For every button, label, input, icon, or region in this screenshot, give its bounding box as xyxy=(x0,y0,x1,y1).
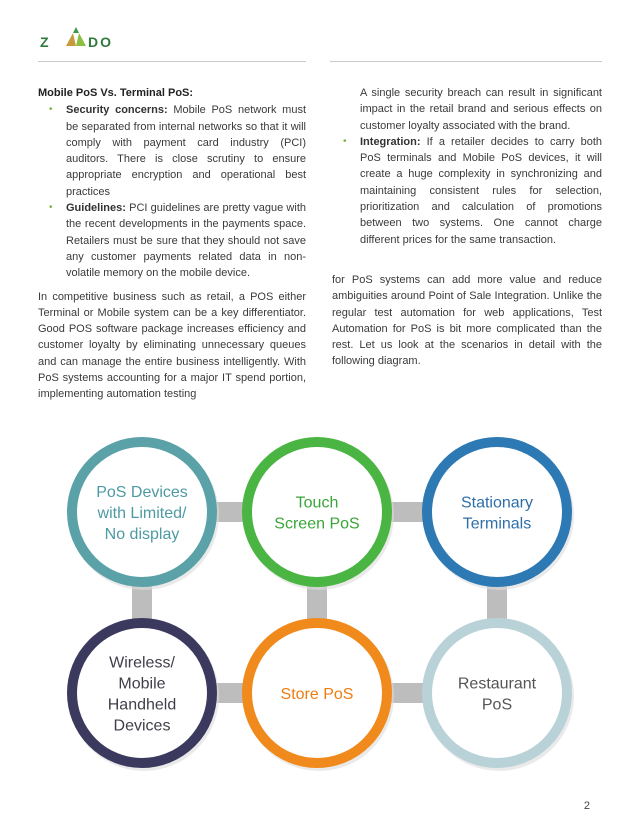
bullet-text: If a retailer decides to carry both PoS terminals and Mobile PoS devices, it will create a huge complexity in synchronizing and maintaining consistent rules for selection, prioritization and calculation of promotions between two systems. One cannot charge different prices for the same transaction. xyxy=(360,135,602,246)
bullet-text: Mobile PoS network must be separated from internal networks so that it will comply with payment card industry (PCI) auditors. There is close scrutiny to ensure appropriate encryption and operational best practices xyxy=(66,104,306,198)
svg-text:Z: Z xyxy=(40,34,50,50)
diagram-circle xyxy=(244,440,394,590)
header-rule-left xyxy=(38,61,306,62)
circle-label: Touch xyxy=(295,494,339,512)
diagram-circle xyxy=(69,621,219,771)
circle-label: Restaurant xyxy=(457,675,537,693)
bullet-guidelines xyxy=(38,200,306,281)
right-paragraph: for PoS systems can add more value and reduce ambiguities around Point of Sale Integration. Unlike the regular test automation for web applications, Test Automation for PoS is bit more complicated than the rest. Let us look at the scenarios in detail with the following diagram. xyxy=(332,273,602,368)
circle-ring xyxy=(427,442,567,582)
bullet-title: Integration: xyxy=(360,135,421,148)
zado-logo xyxy=(38,24,118,54)
circle-label: Wireless/ xyxy=(109,654,175,672)
header-rule-right xyxy=(330,61,602,62)
continuation-text: A single security breach can result in significant impact in the retail brand and serious effects on customer loyalty associated with the brand. xyxy=(360,87,602,132)
left-paragraph: In competitive business such as retail, a POS either Terminal or Mobile system can be a key differentiator. Good POS software package increases efficiency and customer loyalty by eliminating unnecessary queues and can manage the entire business intelligently. With PoS systems accounting for a major IT spend portion, implementing automation testing xyxy=(38,290,306,401)
pos-scenarios-diagram xyxy=(0,400,638,810)
bullet-title: Guidelines: xyxy=(66,202,126,215)
diagram-circle xyxy=(244,621,394,771)
bullet-security xyxy=(38,102,306,200)
circle-label: Mobile xyxy=(118,675,166,693)
bullet-text: PCI guidelines are pretty vague with the recent developments in the payments space. Retailers must be sure that they should not save any customer payments related data in non-volatile memory on the mobile device. xyxy=(66,202,306,280)
circle-label: Stationary xyxy=(460,494,534,512)
circle-label: PoS Devices xyxy=(96,484,188,501)
circle-label: Devices xyxy=(113,717,171,735)
circle-ring xyxy=(247,442,387,582)
circle-label: No display xyxy=(104,526,180,543)
page-number: 2 xyxy=(583,800,590,812)
logo-triangle-icon xyxy=(66,27,86,46)
right-bullet-list xyxy=(332,134,602,248)
circle-label: Store PoS xyxy=(280,686,354,703)
left-column xyxy=(38,85,306,403)
left-bullet-list xyxy=(38,102,306,281)
bullet-title: Security concerns: xyxy=(66,104,168,117)
circle-label: Handheld xyxy=(107,696,177,714)
section-heading: Mobile PoS Vs. Terminal PoS: xyxy=(38,87,194,99)
bullet-integration xyxy=(332,134,602,248)
circle-ring xyxy=(427,623,567,763)
circle-label: Screen PoS xyxy=(274,515,360,533)
diagram-circle xyxy=(424,440,574,590)
diagram-circle xyxy=(424,621,574,771)
circle-label: with Limited/ xyxy=(97,505,187,522)
circle-label: PoS xyxy=(481,696,513,714)
diagram-circle xyxy=(69,440,219,590)
right-column xyxy=(332,85,602,370)
circle-label: Terminals xyxy=(462,515,532,533)
svg-text:DO: DO xyxy=(88,34,113,50)
circle-ring xyxy=(72,623,212,763)
